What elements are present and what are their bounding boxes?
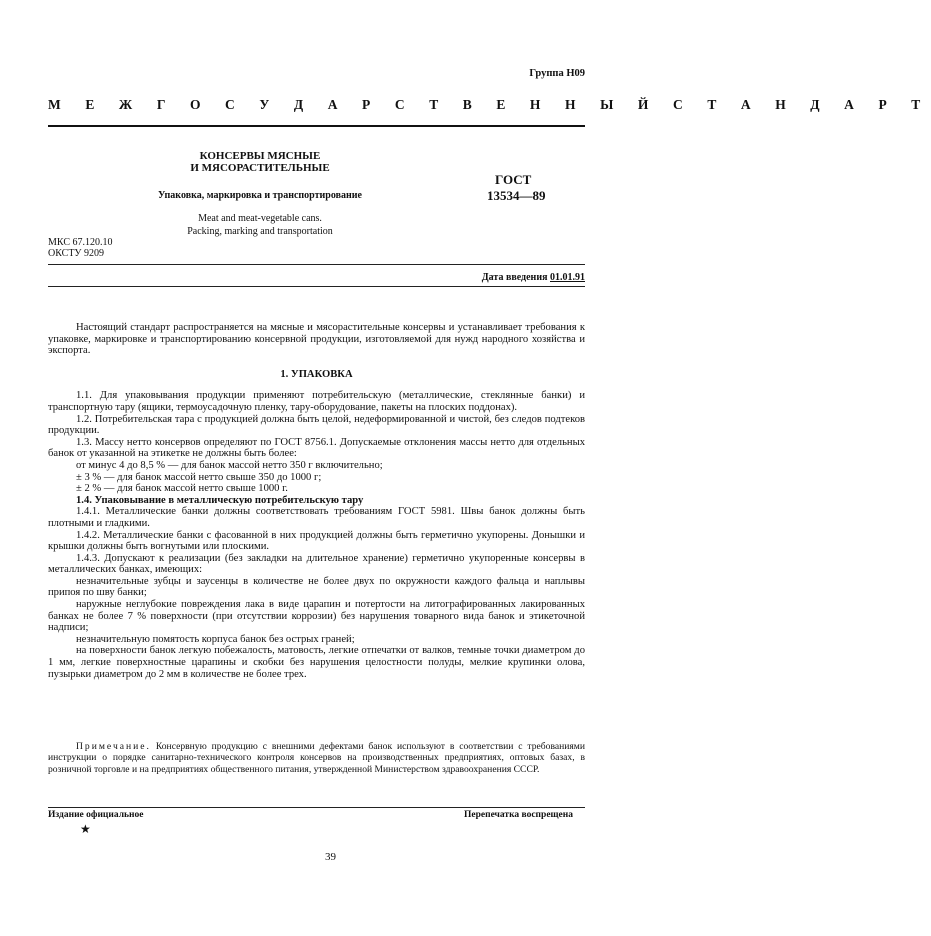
top-rule xyxy=(48,125,585,127)
intro-paragraph: Настоящий стандарт распространяется на мясные и мясорастительные консервы и устанавливает требования к упаковке, маркировке и транспортированию консервной продукции, изготовляемой для нужд народного хозяйства и экспорта. xyxy=(48,322,585,357)
standard-type-heading: М Е Ж Г О С У Д А Р С Т В Е Н Н Ы Й С Т А Н Д А Р Т xyxy=(48,97,931,112)
clause-1-4-3-item: на поверхности банок легкую побежалость, матовость, легкие отпечатки от валков, темные точки диаметром до 1 мм, легкие поверхностные царапины и скобки без нарушения целостности полуды, мелкие крупинки олова, пузырьки диаметром до 2 мм в количестве не более трех. xyxy=(48,645,585,680)
reprint-prohibited-label: Перепечатка воспрещена xyxy=(463,810,573,820)
document-title xyxy=(130,150,390,174)
english-title-line-1: Meat and meat-vegetable cans. xyxy=(198,213,322,224)
clause-1-1: 1.1. Для упаковывания продукции применяют потребительскую (металлические, стеклянные банки) и транспортную тару (ящики, термоусадочную пленку, тару-оборудование, пакеты на плоских поддонах). xyxy=(48,390,585,413)
note-label: Примечание. xyxy=(76,741,151,752)
document-subtitle: Упаковка, маркировка и транспортирование xyxy=(158,190,362,201)
clause-1-4-2: 1.4.2. Металлические банки с фасованной в них продукцией должны быть герметично укупорены. Донышки и крышки должны быть вогнутыми или плоскими. xyxy=(48,529,585,553)
gost-designation xyxy=(487,172,546,204)
english-title xyxy=(120,212,400,238)
english-title-line-2: Packing, marking and transportation xyxy=(187,226,333,237)
clause-1-4-3-item: незначительные зубцы и заусенцы в количестве не более двух по окружности каждого фальца и наплывы припоя по шву банки; xyxy=(48,575,585,599)
clause-1-2: 1.2. Потребительская тара с продукцией должна быть целой, недеформированной и чистой, без следов подтеков продукции. xyxy=(48,413,585,437)
gost-label: ГОСТ xyxy=(495,172,532,187)
star-icon: ★ xyxy=(80,822,91,836)
clause-1-3: 1.3. Массу нетто консервов определяют по ГОСТ 8756.1. Допускаемые отклонения массы нетто для отдельных банок от указанной на этикетке не должны быть более: xyxy=(48,436,585,460)
mks-code: МКС 67.120.10 xyxy=(48,237,113,248)
clause-1-4-3: 1.4.3. Допускают к реализации (без закладки на длительное хранение) герметично укупоренные консервы в металлических банках, имеющих: xyxy=(48,552,585,576)
clause-1-4-heading: 1.4. Упаковывание в металлическую потребительскую тару xyxy=(76,494,364,506)
clause-1-3-item: ± 3 % — для банок массой нетто свыше 350 до 1000 г; xyxy=(76,471,322,483)
intro-date-label: Дата введения xyxy=(481,272,548,283)
intro-date-value: 01.01.91 xyxy=(550,272,585,283)
clause-1-4-3-item: незначительную помятость корпуса банок без острых граней; xyxy=(76,633,355,645)
clause-1-4-1: 1.4.1. Металлические банки должны соответствовать требованиям ГОСТ 5981. Швы банок должны быть плотными и гладкими. xyxy=(48,506,585,529)
title-line-2: И МЯСОРАСТИТЕЛЬНЫЕ xyxy=(190,162,330,174)
clause-1-3-item: от минус 4 до 8,5 % — для банок массой нетто 350 г включительно; xyxy=(76,459,383,471)
okstu-code: ОКСТУ 9209 xyxy=(48,248,105,259)
middle-rule xyxy=(48,264,585,265)
note-block xyxy=(48,741,585,775)
clause-1-4-3-item: наружные неглубокие повреждения лака в виде царапин и потертости на литографированных лакированных банках не более 7 % поверхности (при отсутствии коррозии) без нарушения товарного вида банок и этикеточной надписи; xyxy=(48,599,585,634)
official-edition-label: Издание официальное xyxy=(48,810,144,820)
classification-codes xyxy=(48,237,112,259)
main-content xyxy=(48,322,585,680)
note-text: Консервную продукцию с внешними дефектами банок используют в соответствии с требованиями инструкции о порядке санитарно-технического контроля консервов на производственных предприятиях, оптовых базах, в розничной торговле и на предприятиях общественного питания, утвержденной Министерством здравоохранения СССР. xyxy=(48,741,585,775)
title-line-1: КОНСЕРВЫ МЯСНЫЕ xyxy=(199,150,321,162)
page-number: 39 xyxy=(325,851,336,863)
bottom-rule xyxy=(48,807,585,808)
middle-rule-2 xyxy=(48,286,585,287)
group-code: Группа Н09 xyxy=(529,68,585,79)
gost-number: 13534—89 xyxy=(487,188,546,203)
introduction-date xyxy=(482,272,585,283)
section-heading: 1. УПАКОВКА xyxy=(280,368,353,380)
clause-1-3-item: ± 2 % — для банок массой нетто свыше 1000 г. xyxy=(76,483,288,495)
